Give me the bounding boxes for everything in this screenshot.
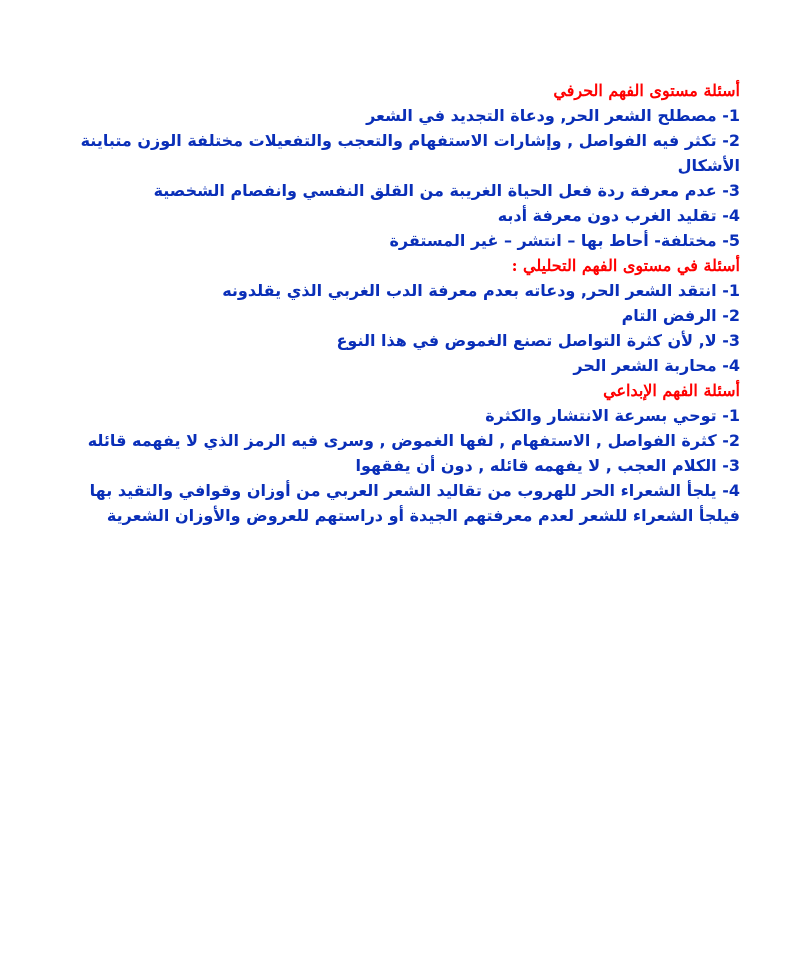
list-item: 4- محاربة الشعر الحر	[573, 356, 740, 375]
list-item: 2- الرفض التام	[621, 306, 740, 325]
section-heading-analytical: أسئلة في مستوى الفهم التحليلي :	[511, 256, 740, 275]
list-item: 4- تقليد الغرب دون معرفة أدبه	[497, 206, 740, 225]
section-heading-literal: أسئلة مستوى الفهم الحرفي	[553, 81, 740, 100]
list-item: 3- لا, لأن كثرة التواصل تصنع الغموض في هذا النوع	[336, 331, 740, 350]
list-item: 2- تكثر فيه الفواصل , وإشارات الاستفهام والتعجب والتفعيلات مختلفة الوزن متباينة الأشكال	[80, 131, 740, 175]
list-item: 3- الكلام العجب , لا يفهمه قائله , دون أن يفقهوا	[355, 456, 740, 475]
answer-sheet	[60, 78, 740, 528]
list-item: 4- يلجأ الشعراء الحر للهروب من تقاليد الشعر العربي من أوزان وقوافي والتقيد بها فيلجأ الشعراء للشعر لعدم معرفتهم الجيدة أو دراستهم للعروض والأوزان الشعرية	[89, 481, 740, 525]
list-item: 3- عدم معرفة ردة فعل الحياة الغريبة من القلق النفسي وانفصام الشخصية	[153, 181, 740, 200]
list-item: 1- توحي بسرعة الانتشار والكثرة	[485, 406, 740, 425]
list-item: 5- مختلفة- أحاط بها – انتشر – غير المستقرة	[389, 231, 740, 250]
list-item: 2- كثرة الفواصل , الاستفهام , لفها الغموض , وسرى فيه الرمز الذي لا يفهمه قائله	[87, 431, 740, 450]
section-heading-creative: أسئلة الفهم الإبداعي	[603, 381, 740, 400]
list-item: 1- انتقد الشعر الحر, ودعاته بعدم معرفة الدب الغربي الذي يقلدونه	[222, 281, 740, 300]
list-item: 1- مصطلح الشعر الحر, ودعاة التجديد في الشعر	[366, 106, 740, 125]
